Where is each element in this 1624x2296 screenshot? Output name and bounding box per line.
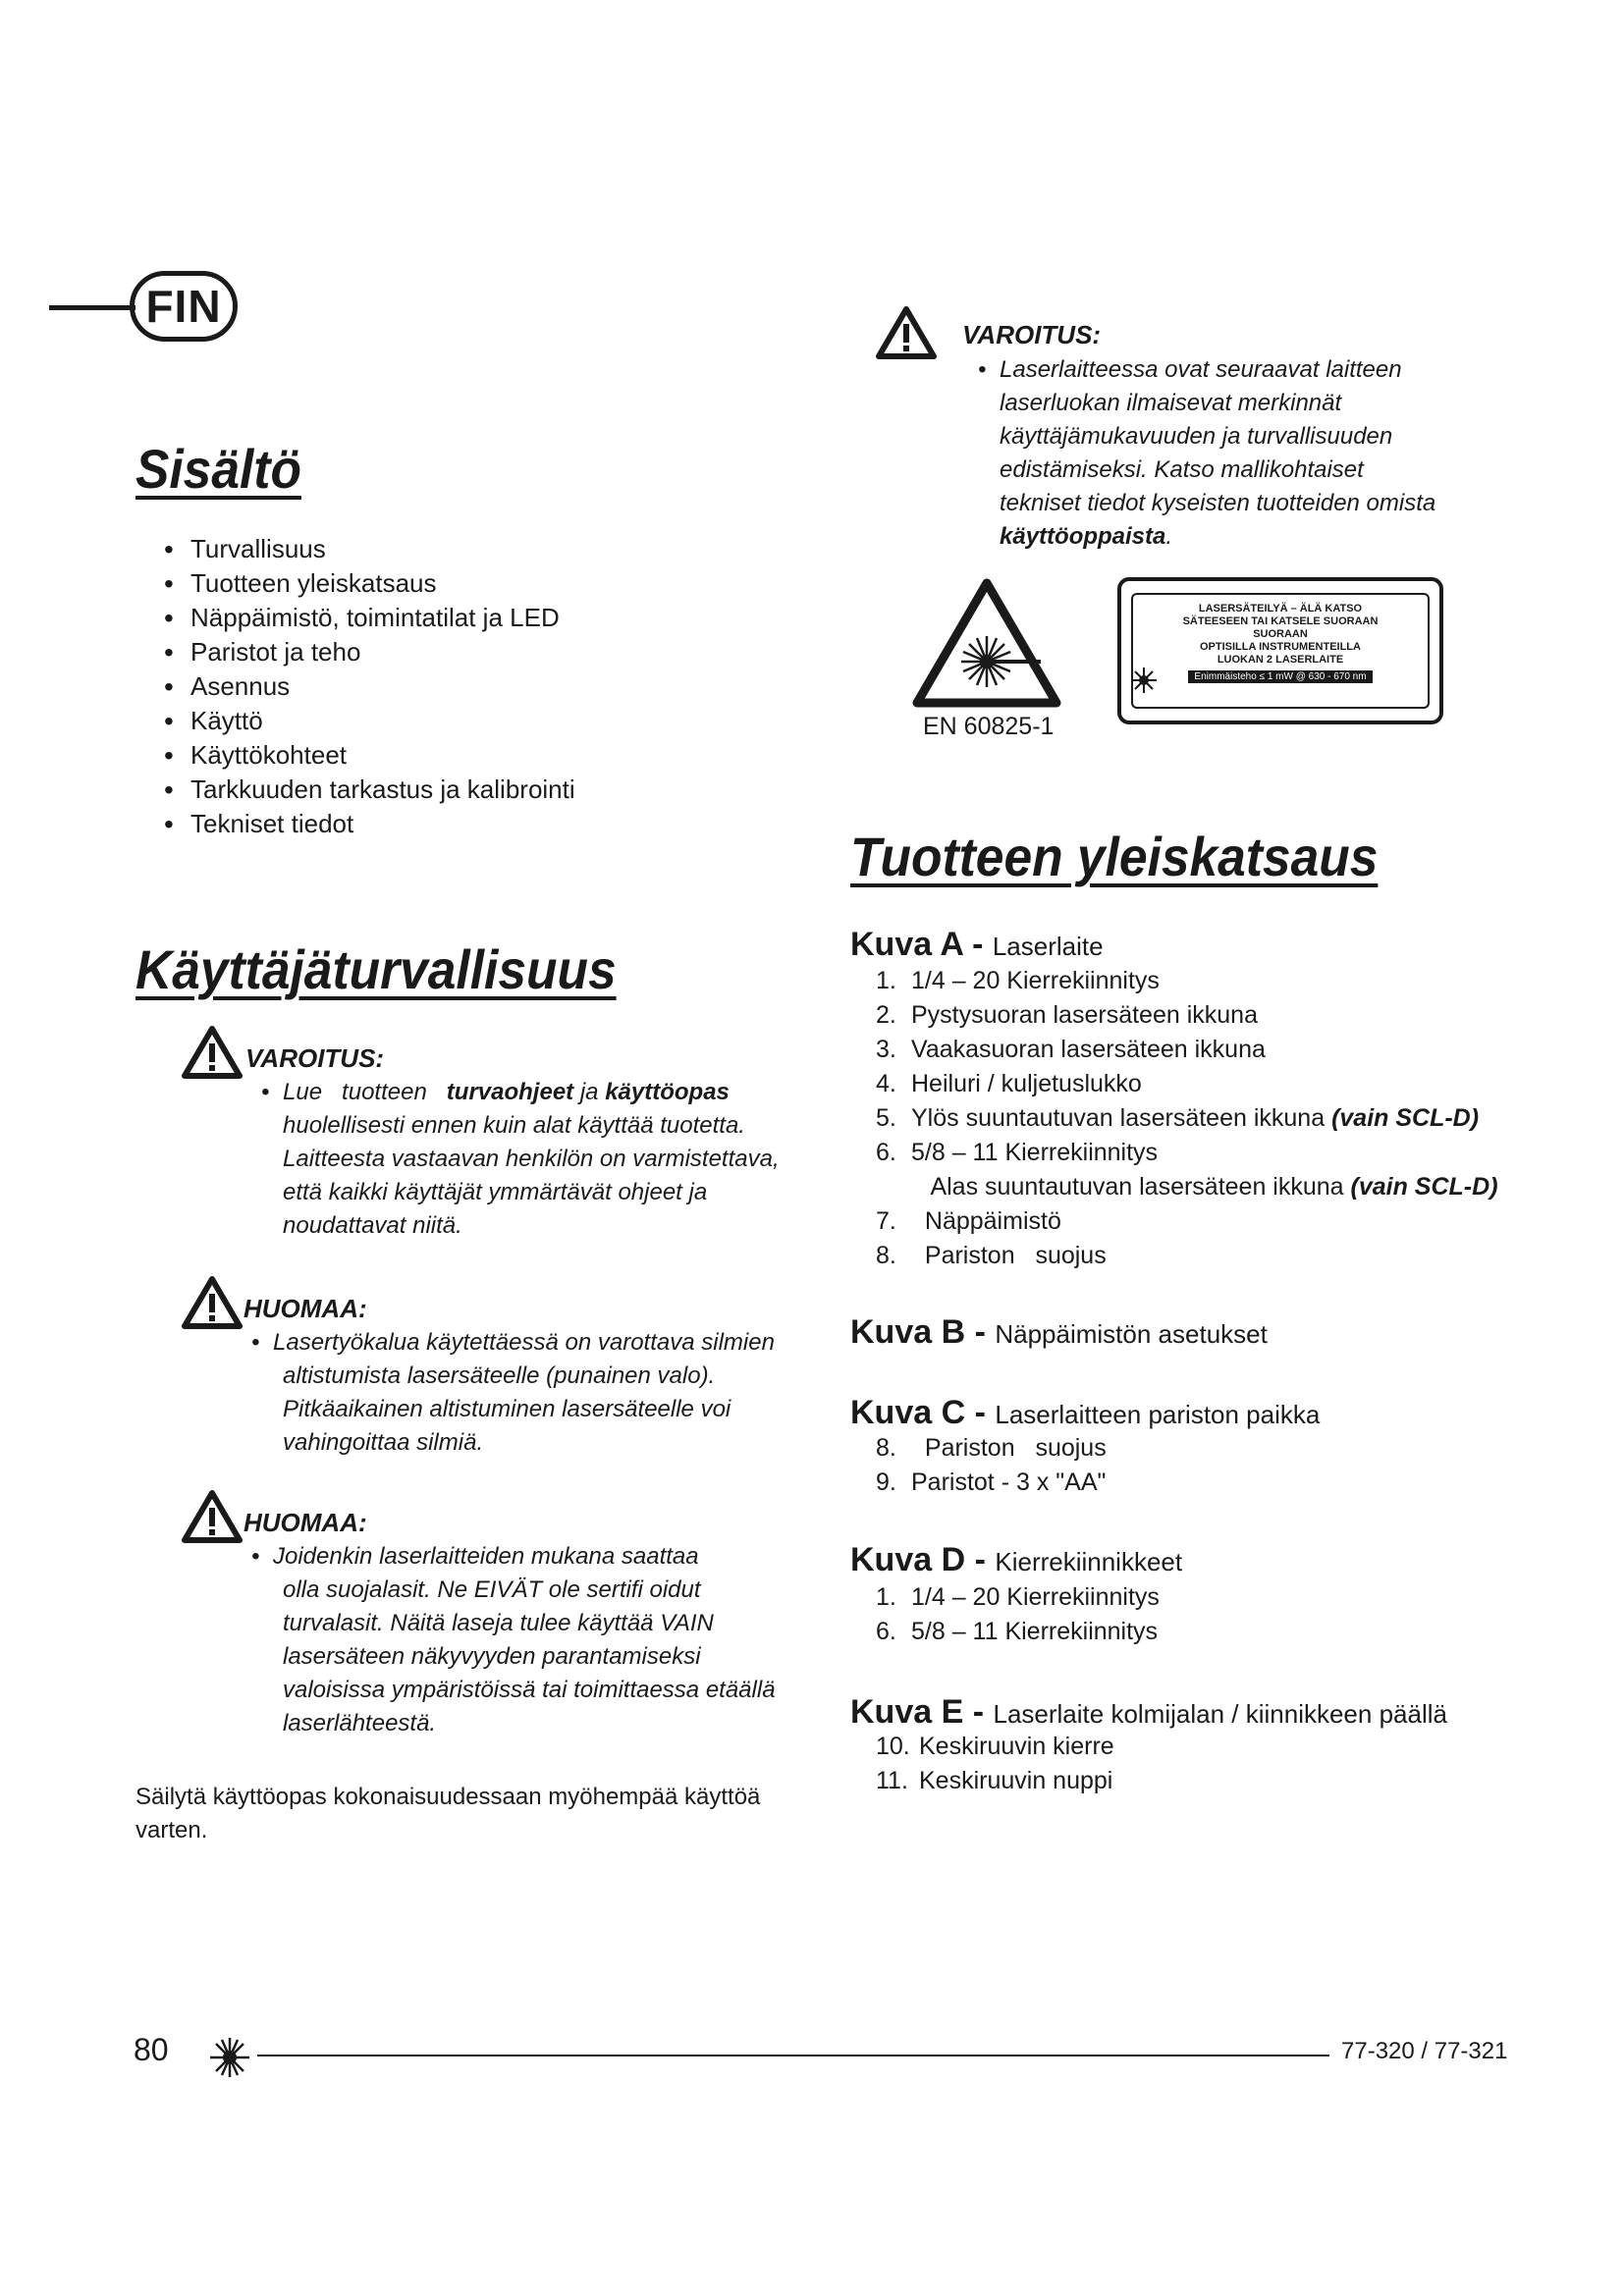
kuva-desc: Laserlaite kolmijalan / kiinnikkeen päällä xyxy=(993,1699,1447,1729)
item-text: Alas suuntautuvan lasersäteen ikkuna xyxy=(911,1173,1351,1201)
item-number: 11. xyxy=(876,1767,908,1794)
contents-item: • Asennus xyxy=(159,669,575,704)
warning-line: laserluokan ilmaisevat merkinnät xyxy=(1000,390,1342,416)
item-text: 1/4 – 20 Kierrekiinnitys xyxy=(911,1583,1160,1611)
label-spec: Enimmäisteho ≤ 1 mW @ 630 - 670 nm xyxy=(1188,670,1372,683)
list-item xyxy=(876,1431,1107,1466)
warning-bold-term: käyttöoppaista xyxy=(1000,523,1166,550)
item-text: Näppäimistö xyxy=(911,1207,1061,1235)
item-number: 1. xyxy=(876,967,896,994)
kuva-desc: Näppäimistön asetukset xyxy=(995,1319,1268,1349)
note-line: Pitkäaikainen altistuminen lasersäteelle voi xyxy=(283,1396,731,1422)
contents-item: • Tekniset tiedot xyxy=(159,807,575,841)
item-number: 8. xyxy=(876,1434,896,1462)
list-item xyxy=(876,1170,1498,1204)
warning-text xyxy=(261,1076,780,1243)
contents-item: • Näppäimistö, toimintatilat ja LED xyxy=(159,601,575,635)
note-text xyxy=(251,1540,776,1740)
warning-text-part: Lue tuotteen xyxy=(283,1079,447,1105)
item-number: 1. xyxy=(876,1583,896,1611)
kuva-label: Kuva A - xyxy=(850,926,993,963)
kuva-d-list xyxy=(876,1580,1160,1649)
contents-item: • Tuotteen yleiskatsaus xyxy=(159,566,575,601)
label-line: LUOKAN 2 LASERLAITE xyxy=(1217,654,1344,666)
badge-line xyxy=(49,305,135,310)
page-number: 80 xyxy=(134,2032,169,2067)
kuva-e-title xyxy=(850,1693,1447,1732)
note-heading: HUOMAA: xyxy=(244,1294,367,1323)
warning-line: tekniset tiedot kyseisten tuotteiden omista xyxy=(1000,490,1436,516)
item-text: Heiluri / kuljetuslukko xyxy=(911,1070,1142,1097)
laser-sun-icon xyxy=(208,2036,251,2079)
list-item xyxy=(876,1204,1498,1239)
list-item xyxy=(876,964,1498,998)
warning-text xyxy=(978,353,1436,554)
item-number: 4. xyxy=(876,1070,896,1097)
keep-manual-line: Säilytä käyttöopas kokonaisuudessaan myöhempää käyttöä xyxy=(135,1784,761,1810)
kuva-b-title xyxy=(850,1313,1268,1352)
standard-label: EN 60825-1 xyxy=(923,713,1055,740)
contents-item: • Paristot ja teho xyxy=(159,635,575,669)
kuva-c-list xyxy=(876,1431,1107,1500)
list-item xyxy=(876,998,1498,1033)
bullet: • xyxy=(978,356,987,383)
laser-sun-icon xyxy=(1129,666,1159,695)
kuva-label: Kuva D - xyxy=(850,1541,996,1578)
list-item xyxy=(876,1239,1498,1273)
warning-text-part: . xyxy=(1165,523,1173,550)
contents-item: • Turvallisuus xyxy=(159,532,575,566)
item-text: Pystysuoran lasersäteen ikkuna xyxy=(911,1001,1258,1029)
list-item xyxy=(876,1033,1498,1067)
kuva-desc: Laserlaitteen pariston paikka xyxy=(995,1400,1321,1429)
note-line: Lasertyökalua käytettäessä on varottava silmien xyxy=(273,1329,775,1356)
laser-hazard-icon xyxy=(911,577,1062,709)
bullet: • xyxy=(261,1079,270,1105)
warning-line: käyttäjämukavuuden ja turvallisuuden xyxy=(1000,423,1393,450)
footer-divider xyxy=(257,2055,1329,2056)
label-line: SÄTEESEEN TAI KATSELE SUORAAN xyxy=(1182,615,1379,627)
item-number: 2. xyxy=(876,1001,896,1029)
kuva-label: Kuva C - xyxy=(850,1394,996,1431)
kuva-e-list xyxy=(876,1730,1114,1798)
warning-line: Laitteesta vastaavan henkilön on varmistettava, xyxy=(283,1146,780,1172)
label-line: LASERSÄTEILYÄ – ÄLÄ KATSO xyxy=(1198,603,1363,614)
item-text: Ylös suuntautuvan lasersäteen ikkuna xyxy=(911,1104,1332,1132)
warning-line: huolellisesti ennen kuin alat käyttää tuotetta. xyxy=(283,1112,745,1139)
note-line: olla suojalasit. Ne EIVÄT ole sertifi oidut xyxy=(283,1576,701,1603)
warning-heading: VAROITUS: xyxy=(962,320,1102,349)
label-line: OPTISILLA INSTRUMENTEILLA xyxy=(1200,641,1361,653)
kuva-label: Kuva E - xyxy=(850,1693,994,1731)
warning-icon xyxy=(876,306,937,359)
warning-icon xyxy=(182,1026,243,1079)
contents-item: • Tarkkuuden tarkastus ja kalibrointi xyxy=(159,773,575,807)
warning-line: Laserlaitteessa ovat seuraavat laitteen xyxy=(1000,356,1402,383)
warning-line: noudattavat niitä. xyxy=(283,1212,462,1239)
item-number: 8. xyxy=(876,1242,896,1269)
safety-title: Käyttäjäturvallisuus xyxy=(135,938,617,1000)
kuva-c-title xyxy=(850,1394,1320,1432)
kuva-a-list xyxy=(876,964,1498,1273)
bullet: • xyxy=(251,1543,260,1570)
item-number: 9. xyxy=(876,1468,896,1496)
note-line: vahingoittaa silmiä. xyxy=(283,1429,484,1456)
item-text: Pariston suojus xyxy=(911,1434,1107,1462)
note-heading: HUOMAA: xyxy=(244,1508,367,1537)
list-item xyxy=(876,1764,1114,1798)
warning-icon xyxy=(182,1490,243,1543)
note-line: altistumista lasersäteelle (punainen valo). xyxy=(283,1362,716,1389)
laser-warning-label-inner xyxy=(1131,593,1430,709)
keep-manual-line: varten. xyxy=(135,1817,208,1843)
contents-list xyxy=(159,532,575,841)
kuva-desc: Kierrekiinnikkeet xyxy=(995,1547,1183,1576)
item-bold: (vain SCL-D) xyxy=(1350,1173,1498,1201)
note-line: laserlähteestä. xyxy=(283,1710,437,1736)
list-item xyxy=(876,1615,1160,1649)
item-number: 6. xyxy=(876,1139,896,1166)
model-number: 77-320 / 77-321 xyxy=(1341,2038,1508,2064)
list-item xyxy=(876,1101,1498,1136)
item-number: 5. xyxy=(876,1104,896,1132)
list-item xyxy=(876,1067,1498,1101)
item-text: 1/4 – 20 Kierrekiinnitys xyxy=(911,967,1160,994)
kuva-label: Kuva B - xyxy=(850,1313,996,1351)
warning-line: edistämiseksi. Katso mallikohtaiset xyxy=(1000,456,1364,483)
list-item xyxy=(876,1580,1160,1615)
kuva-d-title xyxy=(850,1541,1182,1579)
bullet: • xyxy=(251,1329,260,1356)
item-bold: (vain SCL-D) xyxy=(1331,1104,1480,1132)
warning-heading: VAROITUS: xyxy=(245,1043,385,1073)
item-number: 7. xyxy=(876,1207,896,1235)
item-text: Keskiruuvin kierre xyxy=(919,1733,1114,1760)
contents-title: Sisältö xyxy=(135,438,301,500)
item-text: Paristot - 3 x "AA" xyxy=(911,1468,1107,1496)
warning-line: että kaikki käyttäjät ymmärtävät ohjeet ja xyxy=(283,1179,708,1205)
warning-bold-term: turvaohjeet xyxy=(446,1079,574,1105)
item-text: Vaakasuoran lasersäteen ikkuna xyxy=(911,1036,1266,1063)
note-line: turvalasit. Näitä laseja tulee käyttää VAIN xyxy=(283,1610,714,1636)
keep-manual-text xyxy=(135,1781,760,1847)
item-text: 5/8 – 11 Kierrekiinnitys xyxy=(911,1618,1159,1645)
warning-text-part: ja xyxy=(573,1079,606,1105)
kuva-desc: Laserlaite xyxy=(992,932,1104,961)
contents-item: • Käyttö xyxy=(159,704,575,738)
item-text: 5/8 – 11 Kierrekiinnitys xyxy=(911,1139,1159,1166)
language-badge xyxy=(130,271,238,342)
note-line: Joidenkin laserlaitteiden mukana saattaa xyxy=(273,1543,699,1570)
warning-icon xyxy=(182,1276,243,1329)
note-line: lasersäteen näkyvyyden parantamiseksi xyxy=(283,1643,701,1670)
kuva-a-title xyxy=(850,926,1104,964)
list-item xyxy=(876,1136,1498,1170)
label-line: SUORAAN xyxy=(1253,628,1308,640)
note-line: valoisissa ympäristöissä tai toimittaessa etäällä xyxy=(283,1677,776,1703)
item-text: Pariston suojus xyxy=(911,1242,1107,1269)
warning-bold-term: käyttöopas xyxy=(605,1079,730,1105)
item-number: 3. xyxy=(876,1036,896,1063)
contents-item: • Käyttökohteet xyxy=(159,738,575,773)
list-item xyxy=(876,1730,1114,1764)
item-text: Keskiruuvin nuppi xyxy=(919,1767,1113,1794)
overview-title: Tuotteen yleiskatsaus xyxy=(850,826,1379,887)
language-badge-label: FIN xyxy=(145,281,222,332)
item-number: 10. xyxy=(876,1733,910,1760)
list-item xyxy=(876,1466,1107,1500)
note-text xyxy=(251,1326,775,1460)
laser-warning-label xyxy=(1117,577,1443,724)
item-number: 6. xyxy=(876,1618,896,1645)
